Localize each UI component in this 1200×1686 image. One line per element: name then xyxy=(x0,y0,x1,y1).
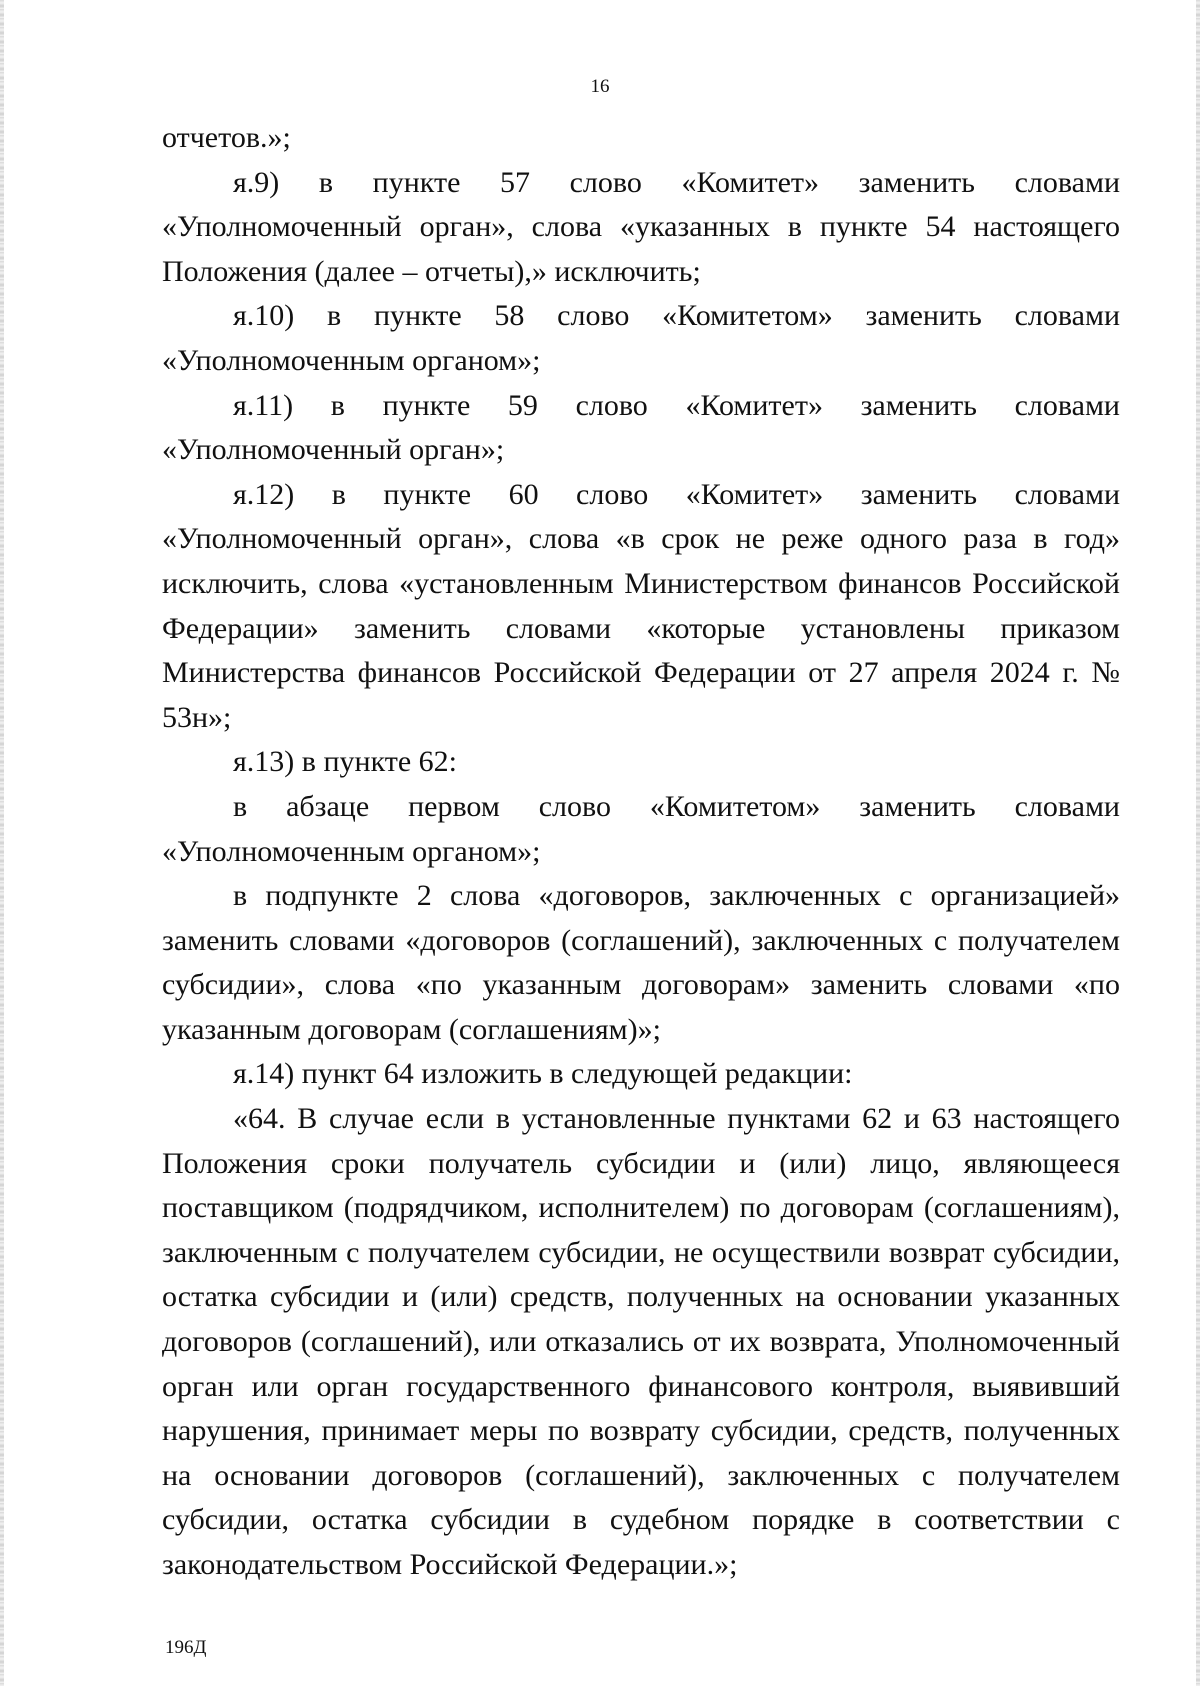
paragraph-item-10: я.10) в пункте 58 слово «Комитетом» заменить словами «Уполномоченным органом»; xyxy=(162,299,1120,377)
paragraph-item-13-podpunkt-2: в подпункте 2 слова «договоров, заключенных с организацией» заменить словами «договоров (соглашений), заключенных с получателем субсидии», слова «по указанным договорам» заменить словами «по указанным договорам (соглашениям)»; xyxy=(162,879,1120,1046)
document-body xyxy=(162,116,1120,1588)
paragraph-item-12: я.12) в пункте 60 слово «Комитет» заменить словами «Уполномоченный орган», слова «в срок не реже одного раза в год» исключить, слова «установленным Министерством финансов Российской Федерации» заменить словами «которые установлены приказом Министерства финансов Российской Федерации от 27 апреля 2024 г. № 53н»; xyxy=(162,477,1120,734)
paragraph-continuation: отчетов.»; xyxy=(162,121,291,154)
paragraph-item-13-abzac-1: в абзаце первом слово «Комитетом» заменить словами «Уполномоченным органом»; xyxy=(162,789,1120,868)
paragraph-point-64-text: «64. В случае если в установленные пунктами 62 и 63 настоящего Положения сроки получатель субсидии и (или) лицо, являющееся поставщиком (подрядчиком, исполнителем) по договорам (соглашениям), заключенным с получателем субсидии, не осуществили возврат субсидии, остатка субсидии и (или) средств, полученных на основании указанных договоров (соглашений), или отказались от их возврата, Уполномоченный орган или орган государственного финансового контроля, выявивший нарушения, принимает меры по возврату субсидии, средств, полученных на основании договоров (соглашений), заключенных с получателем субсидии, остатка субсидии в судебном порядке в соответствии с законодательством Российской Федерации.»; xyxy=(162,1102,1120,1581)
footer-document-code: 196Д xyxy=(165,1637,207,1658)
paragraph-item-9: я.9) в пункте 57 слово «Комитет» заменить словами «Уполномоченный орган», слова «указанных в пункте 54 настоящего Положения (далее – отчеты),» исключить; xyxy=(162,165,1120,288)
scan-edge-right xyxy=(1196,0,1200,1686)
scan-edge-left xyxy=(0,0,4,1686)
paragraph-item-13: я.13) в пункте 62: xyxy=(233,745,458,779)
paragraph-item-11: я.11) в пункте 59 слово «Комитет» заменить словами «Уполномоченный орган»; xyxy=(162,388,1120,467)
paragraph-item-14: я.14) пункт 64 изложить в следующей редакции: xyxy=(233,1057,853,1091)
page-number: 16 xyxy=(590,76,610,97)
